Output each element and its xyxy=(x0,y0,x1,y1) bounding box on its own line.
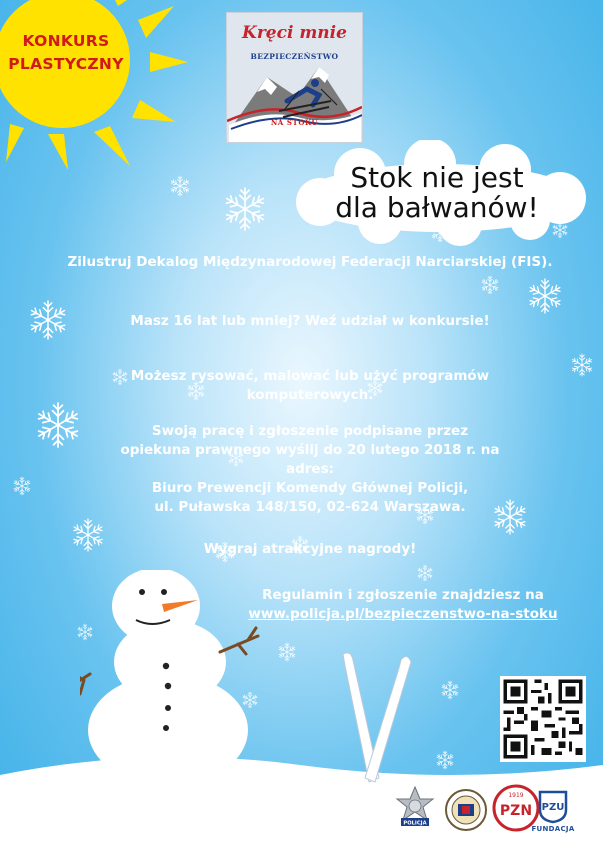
pzu-label: PZU xyxy=(541,802,565,813)
snowflake-icon xyxy=(528,279,562,313)
headline xyxy=(302,163,572,223)
qr-code[interactable] xyxy=(500,676,586,762)
snowflake-icon xyxy=(13,477,31,495)
snowflake-icon xyxy=(170,176,190,196)
qr-code-icon xyxy=(500,676,586,762)
logo-footer: NA STOKU xyxy=(270,118,319,127)
text-line: Swoją pracę i zgłoszenie podpisane przez xyxy=(151,423,469,439)
pzu-foundation-label: FUNDACJA xyxy=(531,825,575,833)
police-badge-icon xyxy=(392,785,438,831)
contest-label-line: KONKURS xyxy=(22,32,110,50)
logo-title: Kręci mnie xyxy=(242,23,347,43)
technique-text xyxy=(40,367,580,405)
prize-text: Wygraj atrakcyjne nagrody! xyxy=(203,541,417,557)
contest-label-line: PLASTYCZNY xyxy=(8,55,124,73)
campaign-logo xyxy=(226,12,363,143)
skis-icon xyxy=(335,650,415,790)
snowflake-icon xyxy=(481,276,499,294)
rules-link[interactable]: www.policja.pl/bezpieczenstwo-na-stoku xyxy=(248,606,558,622)
text-line: adres: xyxy=(285,461,335,477)
instruction-text: Zilustruj Dekalog Międzynarodowej Federacji Narciarskiej (FIS). xyxy=(67,254,553,270)
text-line: komputerowych. xyxy=(246,387,374,403)
address-line: ul. Puławska 148/150, 02-624 Warszawa. xyxy=(154,499,466,515)
text-line: opiekuna prawnego wyślij do 20 lutego 2018 r. na xyxy=(120,442,500,458)
headline-line: dla bałwanów! xyxy=(335,191,539,224)
pzu-logo-icon xyxy=(536,788,570,824)
rules-text: Regulamin i zgłoszenie znajdziesz na xyxy=(262,587,544,603)
address-line: Biuro Prewencji Komendy Głównej Policji, xyxy=(151,480,469,496)
snowman-icon xyxy=(80,570,320,780)
eligibility-text: Masz 16 lat lub mniej? Weź udział w konkursie! xyxy=(130,313,490,329)
sun-icon xyxy=(0,0,190,170)
police-badge-label: POLICJA xyxy=(403,820,427,827)
snowflake-icon xyxy=(417,565,433,581)
pzn-year: 1919 xyxy=(508,792,524,799)
snowflake-icon xyxy=(441,681,459,699)
contest-label xyxy=(0,30,132,76)
submission-text xyxy=(40,422,580,517)
headline-line: Stok nie jest xyxy=(350,161,524,194)
association-logo-icon xyxy=(444,788,488,832)
snowflake-icon xyxy=(224,188,266,230)
logo-subtitle: BEZPIECZEŃSTWO xyxy=(250,52,339,61)
text-line: Możesz rysować, malować lub użyć programów xyxy=(130,368,490,384)
pzn-label: PZN xyxy=(499,803,533,819)
